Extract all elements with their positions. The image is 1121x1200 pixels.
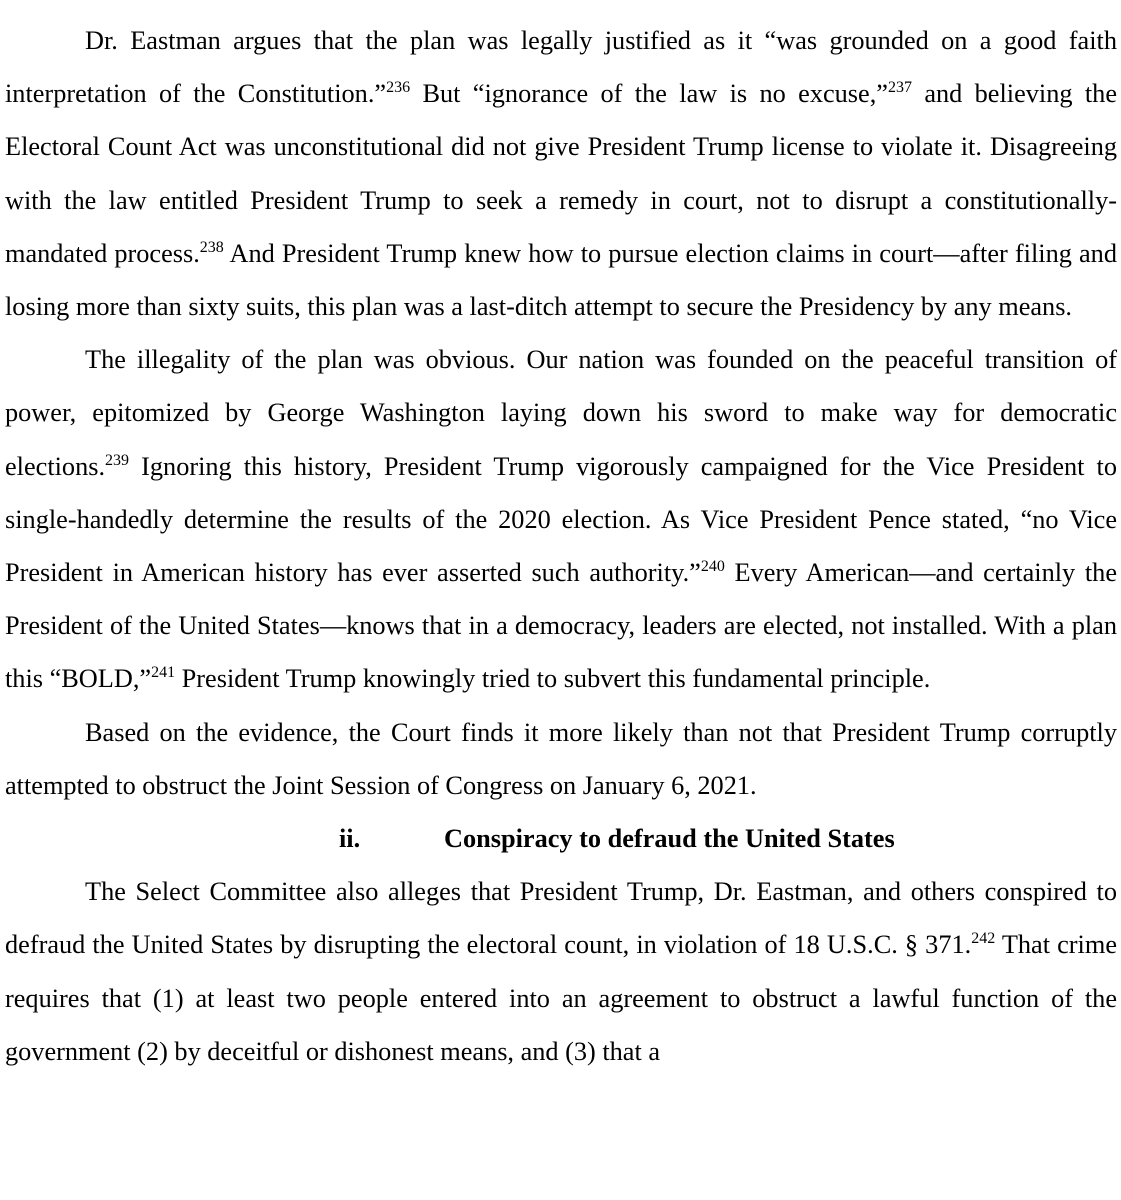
paragraph-text: The Select Committee also alleges that President Trump, Dr. Eastman, and others conspired to defraud the United States by disrupting the electoral count, in violation of 18 U.S.C. § 371. — [5, 877, 1117, 960]
paragraph-text: And President Trump knew how to pursue election claims in court—after filing and losing more than sixty suits, this plan was a last-ditch attempt to secure the Presidency by any means. — [5, 238, 1117, 322]
footnote-marker[interactable]: 239 — [105, 451, 130, 469]
section-heading-title: Conspiracy to defraud the United States — [444, 824, 895, 854]
paragraph-text: Every American—and certainly the President of the United States—knows that in a democracy, leaders are elected, not installed. With a plan this “BOLD,” — [5, 558, 1117, 694]
section-heading-number: ii. — [339, 824, 361, 854]
paragraph — [5, 333, 1117, 705]
paragraph-text: That crime requires that (1) at least two people entered into an agreement to obstruct a lawful function of the government (2) by deceitful or dishonest means, and (3) that a — [5, 930, 1117, 1066]
paragraph-text: President Trump knowingly tried to subvert this fundamental principle. — [175, 664, 931, 694]
paragraph-text: But “ignorance of the law is no excuse,” — [410, 79, 888, 109]
paragraph-text: Ignoring this history, President Trump vigorously campaigned for the Vice President to single-handedly determine the results of the 2020 election. As Vice President Pence stated, “no Vice President in American history has ever asserted such authority.” — [5, 451, 1117, 588]
paragraph — [5, 14, 1117, 333]
paragraph-text: Dr. Eastman argues that the plan was legally justified as it “was grounded on a good faith interpretation of the Constitution.” — [5, 26, 1117, 109]
footnote-marker[interactable]: 237 — [887, 79, 912, 97]
document-page — [5, 14, 1117, 1078]
opinion-body-before-heading — [5, 14, 1117, 812]
footnote-marker[interactable]: 240 — [700, 558, 725, 576]
footnote-marker[interactable]: 236 — [386, 79, 411, 97]
footnote-marker[interactable]: 241 — [151, 664, 176, 682]
paragraph-text: and believing the Electoral Count Act was unconstitutional did not give President Trump license to violate it. Disagreeing with the law entitled President Trump to seek a remedy in court, not to disrupt a constitutionally-mandated process. — [5, 79, 1117, 268]
section-heading — [5, 812, 1117, 865]
paragraph-text: Based on the evidence, the Court finds it more likely than not that President Trump corruptly attempted to obstruct the Joint Session of Congress on January 6, 2021. — [5, 717, 1117, 800]
footnote-marker[interactable]: 242 — [971, 930, 996, 948]
paragraph — [5, 706, 1117, 812]
footnote-marker[interactable]: 238 — [199, 238, 224, 256]
paragraph — [5, 865, 1117, 1078]
opinion-body-after-heading — [5, 865, 1117, 1078]
paragraph-text: The illegality of the plan was obvious. Our nation was founded on the peaceful transition of power, epitomized by George Washington laying down his sword to make way for democratic elections. — [5, 345, 1117, 481]
